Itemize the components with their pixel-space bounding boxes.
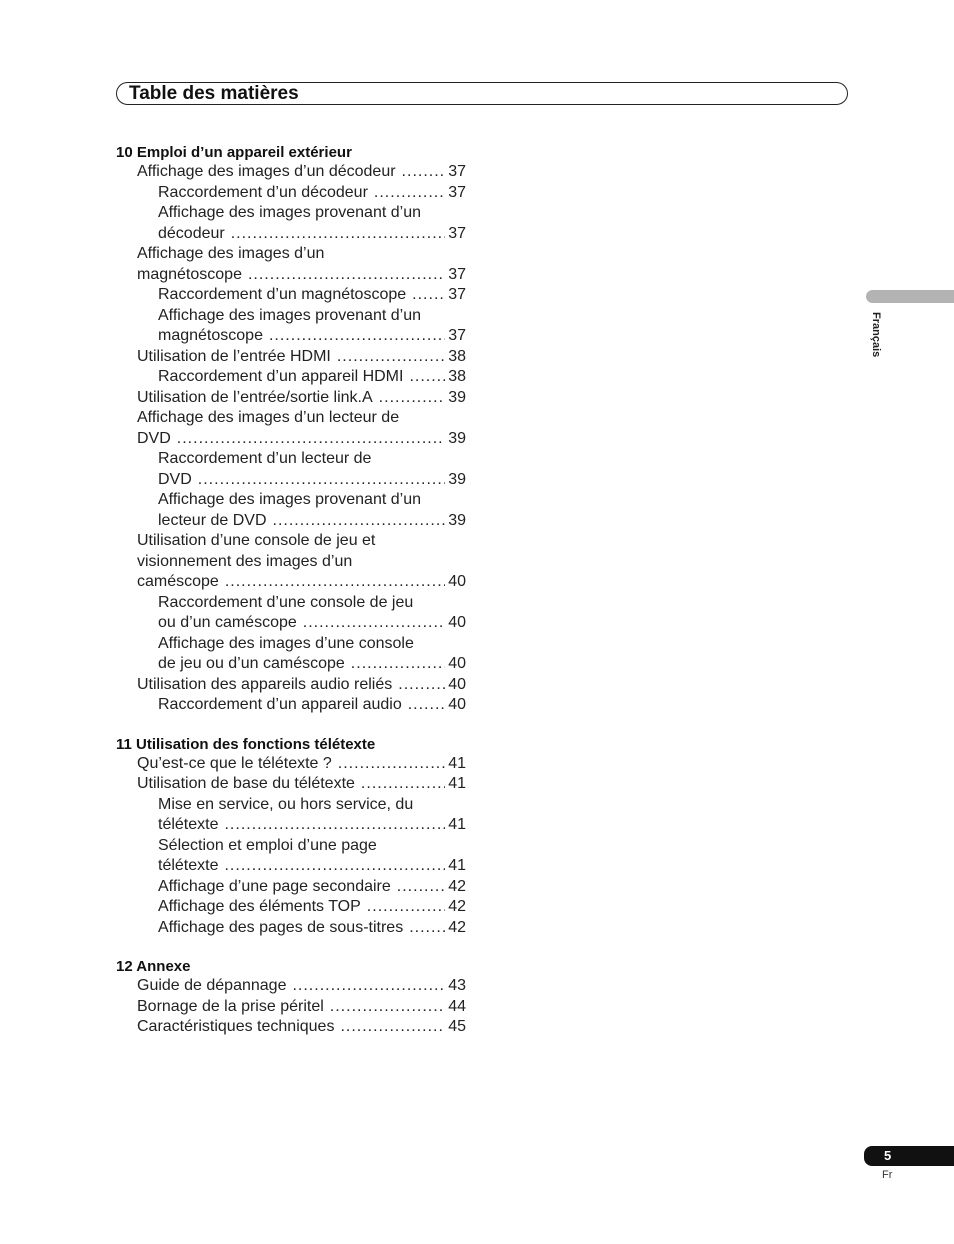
toc-page-number: 39 bbox=[448, 470, 466, 488]
dot-leader bbox=[409, 918, 445, 939]
toc-entry[interactable] bbox=[116, 897, 466, 918]
toc-entry[interactable] bbox=[116, 754, 466, 775]
toc-entry-row bbox=[158, 695, 466, 716]
toc-section bbox=[116, 736, 466, 939]
page-title-box bbox=[116, 82, 848, 105]
toc-section-heading: 10 Emploi d’un appareil extérieur bbox=[116, 144, 352, 161]
toc-entry[interactable] bbox=[116, 531, 466, 593]
toc-entry-text: Caractéristiques techniques bbox=[137, 1018, 335, 1035]
dot-leader bbox=[330, 997, 445, 1018]
toc-entry[interactable] bbox=[116, 774, 466, 795]
toc-entry-row bbox=[158, 613, 466, 634]
toc-entry-text: Raccordement d’un magnétoscope bbox=[158, 286, 407, 303]
toc-entry[interactable] bbox=[116, 183, 466, 204]
toc-entry-text: Raccordement d’un appareil audio bbox=[158, 696, 402, 713]
toc-entry-text: Utilisation de base du télétexte bbox=[137, 775, 355, 792]
toc-page-number: 41 bbox=[448, 816, 466, 833]
toc-entry[interactable] bbox=[116, 593, 466, 634]
dot-leader bbox=[224, 856, 445, 877]
toc-entry[interactable] bbox=[116, 675, 466, 696]
toc-entry-text: Affichage des images provenant d’un bbox=[158, 306, 421, 324]
toc-entry-row bbox=[137, 774, 466, 795]
toc-entry-row bbox=[137, 1017, 466, 1038]
toc-entry-text: Raccordement d’un décodeur bbox=[158, 183, 368, 201]
dot-leader bbox=[379, 388, 446, 409]
dot-leader bbox=[398, 675, 445, 696]
toc-entry-text: Qu’est-ce que le télétexte ? bbox=[137, 754, 332, 772]
toc-entry[interactable] bbox=[116, 634, 466, 675]
toc-entry-row bbox=[158, 224, 466, 245]
toc-entry-row bbox=[158, 918, 466, 939]
toc-section-heading: 11 Utilisation des fonctions télétexte bbox=[116, 735, 376, 753]
toc-entry-row bbox=[158, 367, 466, 388]
toc-entry-row bbox=[158, 470, 466, 491]
toc-entry-row bbox=[158, 654, 466, 675]
toc-page-number: 37 bbox=[448, 265, 466, 283]
toc-entry-text: Affichage des images d’un lecteur de bbox=[137, 409, 400, 426]
dot-leader bbox=[292, 976, 445, 997]
toc-page-number: 41 bbox=[448, 754, 466, 772]
toc-page-number: 40 bbox=[448, 614, 466, 631]
toc-page-number: 42 bbox=[448, 898, 466, 915]
toc-entry-row bbox=[137, 265, 466, 286]
toc-entry-row bbox=[158, 183, 466, 204]
toc-page-number: 39 bbox=[448, 388, 466, 406]
toc-entry[interactable] bbox=[116, 347, 466, 368]
dot-leader bbox=[361, 774, 445, 795]
toc-page-number: 37 bbox=[448, 163, 466, 180]
dot-leader bbox=[374, 183, 445, 204]
page-number-tab bbox=[864, 1146, 954, 1166]
toc-entry[interactable] bbox=[116, 976, 466, 997]
dot-leader bbox=[231, 224, 445, 245]
dot-leader bbox=[269, 326, 445, 347]
toc-entry-text: Raccordement d’un appareil HDMI bbox=[158, 368, 404, 385]
toc-page-number: 38 bbox=[448, 368, 466, 385]
toc-page-number: 44 bbox=[448, 997, 466, 1015]
toc-entry[interactable] bbox=[116, 162, 466, 183]
toc-entry[interactable] bbox=[116, 695, 466, 716]
dot-leader bbox=[224, 815, 445, 836]
toc-entry[interactable] bbox=[116, 367, 466, 388]
toc-page-number: 41 bbox=[448, 775, 466, 792]
dot-leader bbox=[408, 695, 445, 716]
toc-page-number: 42 bbox=[448, 918, 466, 936]
toc-entry[interactable] bbox=[116, 203, 466, 244]
toc-entry-text: DVD bbox=[137, 429, 171, 447]
toc-entry-text: Utilisation de l’entrée HDMI bbox=[137, 347, 331, 365]
toc-entry-row bbox=[137, 976, 466, 997]
toc-page-number: 39 bbox=[448, 511, 466, 529]
toc-page-number: 40 bbox=[448, 675, 466, 693]
toc-entry-row bbox=[137, 754, 466, 775]
toc-entry[interactable] bbox=[116, 918, 466, 939]
dot-leader bbox=[248, 265, 445, 286]
toc-entry-row bbox=[137, 997, 466, 1018]
toc-entry-row bbox=[137, 347, 466, 368]
toc-entry-text: Affichage des images provenant d’un bbox=[158, 491, 421, 508]
toc-entry[interactable] bbox=[116, 306, 466, 347]
toc-entry[interactable] bbox=[116, 408, 466, 449]
page-title: Table des matières bbox=[129, 83, 299, 104]
toc-entry-text: ou d’un caméscope bbox=[158, 614, 297, 631]
toc-entry-text: Affichage des images d’un bbox=[137, 245, 325, 262]
dot-leader bbox=[397, 877, 445, 898]
toc-entry-text: Affichage d’une page secondaire bbox=[158, 877, 391, 895]
toc-entry[interactable] bbox=[116, 285, 466, 306]
dot-leader bbox=[351, 654, 445, 675]
toc-entry-row bbox=[158, 856, 466, 877]
toc-entry-row bbox=[158, 815, 466, 836]
dot-leader bbox=[303, 613, 445, 634]
toc-entry-row bbox=[137, 572, 466, 593]
dot-leader bbox=[338, 754, 445, 775]
toc-entry-text: Affichage des images provenant d’un bbox=[158, 204, 421, 221]
toc-entry[interactable] bbox=[116, 997, 466, 1018]
toc-entry[interactable] bbox=[116, 490, 466, 531]
toc-entry[interactable] bbox=[116, 244, 466, 285]
toc-section-heading: 12 Annexe bbox=[116, 958, 191, 975]
toc-entry-text: Mise en service, ou hors service, du bbox=[158, 795, 414, 813]
toc-entry-text: lecteur de DVD bbox=[158, 511, 267, 529]
toc-page-number: 40 bbox=[448, 655, 466, 672]
toc-page-number: 39 bbox=[448, 429, 466, 447]
toc-entry[interactable] bbox=[116, 836, 466, 877]
toc-entry-text: Raccordement d’une console de jeu bbox=[158, 593, 414, 611]
dot-leader bbox=[225, 572, 445, 593]
toc-entry-text: Affichage des images d’une console bbox=[158, 634, 414, 652]
toc-page-number: 42 bbox=[448, 877, 466, 895]
toc-entry[interactable] bbox=[116, 795, 466, 836]
toc-entry-text: caméscope bbox=[137, 573, 219, 590]
language-code: Fr bbox=[882, 1169, 893, 1181]
toc-entry-text: télétexte bbox=[158, 857, 219, 874]
dot-leader bbox=[337, 347, 445, 368]
toc-entry-text: télétexte bbox=[158, 816, 219, 833]
toc-page-number: 40 bbox=[448, 696, 466, 713]
toc-entry[interactable] bbox=[116, 1017, 466, 1038]
toc-page-number: 43 bbox=[448, 977, 466, 994]
language-tab-label: Français bbox=[870, 312, 882, 358]
toc-entry-text: Affichage des éléments TOP bbox=[158, 898, 361, 915]
toc-page-number: 37 bbox=[448, 224, 466, 242]
dot-leader bbox=[198, 470, 445, 491]
toc-entry-text: Bornage de la prise péritel bbox=[137, 997, 324, 1015]
toc-page-number: 38 bbox=[448, 347, 466, 365]
toc-entry-text: magnétoscope bbox=[158, 327, 263, 344]
dot-leader bbox=[409, 367, 445, 388]
toc-entry[interactable] bbox=[116, 449, 466, 490]
toc-entry-row bbox=[158, 511, 466, 532]
toc-entry-text: décodeur bbox=[158, 224, 225, 242]
toc-entry-row bbox=[137, 675, 466, 696]
page-number: 5 bbox=[884, 1148, 892, 1163]
toc-section bbox=[116, 958, 466, 1038]
toc-entry-text: magnétoscope bbox=[137, 265, 242, 283]
toc-entry-row bbox=[158, 877, 466, 898]
toc-entry-row bbox=[158, 897, 466, 918]
toc-entry-text: Utilisation d’une console de jeu et bbox=[137, 532, 376, 549]
toc-entry-row bbox=[137, 162, 466, 183]
toc-entry-row bbox=[158, 285, 466, 306]
dot-leader bbox=[340, 1017, 445, 1038]
toc-entry[interactable] bbox=[116, 877, 466, 898]
toc-entry-text: Utilisation de l’entrée/sortie link.A bbox=[137, 388, 373, 406]
language-tab-marker bbox=[866, 290, 954, 303]
toc-entry[interactable] bbox=[116, 388, 466, 409]
toc-page-number: 37 bbox=[448, 327, 466, 344]
toc-entry-text: Utilisation des appareils audio reliés bbox=[137, 675, 393, 693]
dot-leader bbox=[402, 162, 446, 183]
toc-page-number: 40 bbox=[448, 573, 466, 590]
toc-entry-text: Affichage des images d’un décodeur bbox=[137, 163, 396, 180]
toc-page-number: 37 bbox=[448, 183, 466, 201]
toc-page-number: 41 bbox=[448, 857, 466, 874]
toc-page-number: 45 bbox=[448, 1018, 466, 1035]
table-of-contents bbox=[116, 144, 466, 1038]
toc-entry-text: visionnement des images d’un bbox=[137, 552, 353, 570]
toc-entry-text: Raccordement d’un lecteur de bbox=[158, 450, 372, 467]
toc-entry-text: Affichage des pages de sous-titres bbox=[158, 918, 404, 936]
toc-section bbox=[116, 144, 466, 716]
toc-entry-text: Guide de dépannage bbox=[137, 977, 287, 994]
toc-entry-row bbox=[137, 388, 466, 409]
toc-entry-text: Sélection et emploi d’une page bbox=[158, 836, 377, 854]
toc-entry-row bbox=[137, 429, 466, 450]
dot-leader bbox=[177, 429, 445, 450]
toc-entry-text: de jeu ou d’un caméscope bbox=[158, 655, 345, 672]
toc-entry-text: DVD bbox=[158, 470, 192, 488]
dot-leader bbox=[273, 511, 446, 532]
dot-leader bbox=[367, 897, 445, 918]
dot-leader bbox=[412, 285, 445, 306]
toc-entry-row bbox=[158, 326, 466, 347]
toc-page-number: 37 bbox=[448, 286, 466, 303]
